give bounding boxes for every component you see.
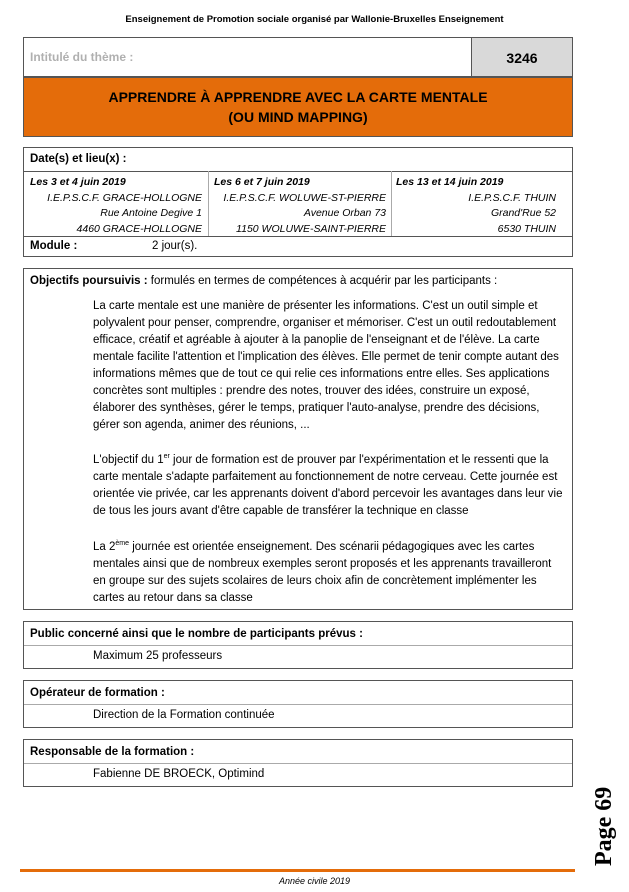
session-school: I.E.P.S.C.F. WOLUWE-ST-PIERRE bbox=[223, 191, 386, 204]
public-heading: Public concerné ainsi que le nombre de participants prévus : bbox=[30, 628, 363, 640]
session-school: I.E.P.S.C.F. GRACE-HOLLOGNE bbox=[47, 191, 202, 204]
objectives-paragraph-1: La carte mentale est une manière de présenter les informations. C'est un outil simple et polyvalent pour penser, comprendre, organiser et mémoriser. C'est un outil redoutablement efficace, créatif et agréable à ajouter à la panoplie de l'enseignant et de l'élève. La carte mentale facilite l'attention et l'implication des élèves. Elle permet de tenir compte autant des informations mêmes que de tout ce qui relie ces informations entre elles. Ses applications concrètes sont multiples : prendre des notes, trouver des idées, construire un exposé, élaborer des synthèses, gérer le temps, pratiquer l'auto-analyse, prendre des décisions, gérer son agenda, animer des réunions, ... bbox=[93, 300, 559, 431]
public-section bbox=[23, 621, 573, 669]
session-street: Grand'Rue 52 bbox=[490, 207, 556, 219]
responsible-value: Fabienne DE BROECK, Optimind bbox=[93, 768, 265, 780]
theme-code: 3246 bbox=[471, 38, 572, 76]
dates-section bbox=[23, 147, 573, 257]
divider bbox=[24, 763, 572, 764]
theme-label: Intitulé du thème : bbox=[30, 50, 134, 64]
session-city: 4460 GRACE-HOLLOGNE bbox=[76, 222, 202, 235]
module-value: 2 jour(s). bbox=[152, 240, 198, 252]
session-school: I.E.P.S.C.F. THUIN bbox=[468, 191, 556, 204]
session-2 bbox=[214, 175, 386, 237]
objectives-paragraph-2 bbox=[93, 452, 563, 520]
footer-year: Année civile 2019 bbox=[278, 876, 351, 886]
paragraph-text: jour de formation est de prouver par l'expérimentation et le ressenti que la carte mentale s'adapte parfaitement au fonctionnement de notre cerveau. Cette journée est orientée vie privée, car les apprenants doivent d'abord percevoir les avantages dans leur vie de tous les jours avant d'être capable de transférer la technique en classe bbox=[93, 454, 563, 517]
institution-header: Enseignement de Promotion sociale organisé par Wallonie-Bruxelles Enseignement bbox=[125, 14, 504, 25]
paragraph-text: La 2 bbox=[93, 541, 116, 553]
theme-title-band bbox=[23, 77, 573, 137]
operator-section bbox=[23, 680, 573, 728]
session-street: Rue Antoine Degive 1 bbox=[100, 207, 202, 219]
responsible-heading: Responsable de la formation : bbox=[30, 746, 195, 758]
theme-title-line1: APPRENDRE À APPRENDRE AVEC LA CARTE MENTALE bbox=[108, 89, 488, 105]
ordinal-suffix: ème bbox=[115, 540, 130, 548]
module-label: Module : bbox=[30, 240, 78, 252]
paragraph-text: L'objectif du 1 bbox=[93, 454, 164, 466]
session-date: Les 13 et 14 juin 2019 bbox=[396, 176, 504, 188]
session-3 bbox=[396, 175, 556, 237]
session-street: Avenue Orban 73 bbox=[303, 207, 386, 219]
public-value: Maximum 25 professeurs bbox=[93, 650, 223, 662]
objectives-heading-bold: Objectifs poursuivis : bbox=[30, 275, 148, 287]
theme-row bbox=[23, 37, 573, 77]
session-city: 6530 THUIN bbox=[497, 222, 556, 235]
ordinal-suffix: er bbox=[163, 453, 170, 461]
divider bbox=[24, 171, 572, 172]
column-divider bbox=[391, 171, 392, 236]
objectives-paragraph-3 bbox=[93, 539, 563, 607]
footer-rule bbox=[20, 869, 575, 872]
dates-heading: Date(s) et lieu(x) : bbox=[30, 153, 127, 165]
theme-title-line2: (OU MIND MAPPING) bbox=[228, 109, 368, 125]
responsible-section bbox=[23, 739, 573, 787]
column-divider bbox=[208, 171, 209, 236]
divider bbox=[24, 704, 572, 705]
session-1 bbox=[30, 175, 202, 237]
objectives-heading-rest: formulés en termes de compétences à acquérir par les participants : bbox=[147, 275, 498, 287]
objectives-heading bbox=[30, 275, 497, 287]
page-number: Page 69 bbox=[591, 786, 617, 866]
operator-heading: Opérateur de formation : bbox=[30, 687, 165, 699]
paragraph-text: journée est orientée enseignement. Des scénarii pédagogiques avec les cartes mentales ainsi que de nombreux exemples seront proposés et les apprenants travailleront en groupe sur des sujets scolaires de leurs choix afin de concrètement implémenter les cartes au retour dans sa classe bbox=[93, 541, 552, 604]
divider bbox=[24, 645, 572, 646]
module-row bbox=[30, 240, 198, 252]
session-city: 1150 WOLUWE-SAINT-PIERRE bbox=[236, 222, 386, 235]
session-date: Les 6 et 7 juin 2019 bbox=[214, 176, 310, 188]
session-date: Les 3 et 4 juin 2019 bbox=[30, 176, 126, 188]
operator-value: Direction de la Formation continuée bbox=[93, 709, 275, 721]
objectives-section bbox=[23, 268, 573, 610]
divider bbox=[24, 236, 572, 237]
